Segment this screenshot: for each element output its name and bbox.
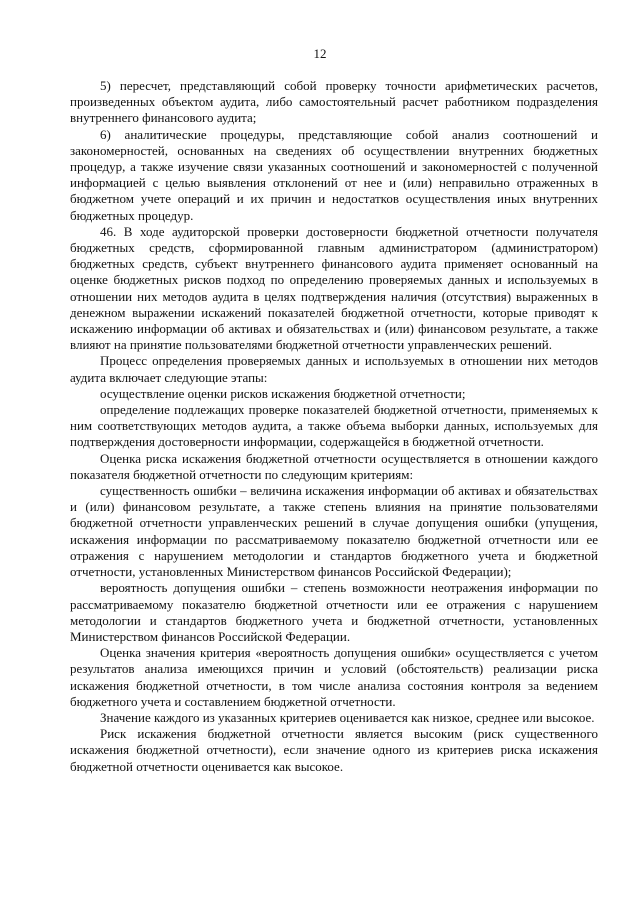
paragraph-stage-indicator-selection: определение подлежащих проверке показателей бюджетной отчетности, применяемых к ним соответствующих методов аудита, а также объема выборки данных, используемых для подтверждения достоверности информации, содержащейся в бюджетной отчетности.	[70, 402, 598, 450]
paragraph-criterion-materiality: существенность ошибки – величина искажения информации об активах и обязательствах и (или) финансовом результате, а также степень влияния на принятие пользователями бюджетной отчетности управленческих решений в случае допущения ошибки (упущения, искажения информации по рассматриваемому показателю бюджетной отчетности или ее отражения с нарушением методологии и стандартов бюджетного учета и бюджетной отчетности, установленных Министерством финансов Российской Федерации);	[70, 483, 598, 580]
paragraph-item-6-analytical-procedures: 6) аналитические процедуры, представляющие собой анализ соотношений и закономерностей, основанных на сведениях об осуществлении внутренних бюджетных процедур, а также изучение связи указанных соотношений и закономерностей с полученной информацией с целью выявления отклонений от нее и (или) неправильно отраженных в бюджетном учете операций и их причин и недостатков осуществления иных внутренних бюджетных процедур.	[70, 126, 598, 223]
paragraph-clause-46: 46. В ходе аудиторской проверки достоверности бюджетной отчетности получателя бюджетных средств, сформированной главным администратором (администратором) бюджетных средств, субъект внутреннего финансового аудита применяет основанный на оценке бюджетных рисков подход по определению проверяемых данных и используемых в отношении них методов аудита в целях подтверждения наличия (отсутствия) выраженных в денежном выражении искажений показателей бюджетной отчетности, которые приводят к искажению информации об активах и обязательствах и (или) финансовом результате, а также влияют на принятие пользователями бюджетной отчетности управленческих решений.	[70, 223, 598, 353]
paragraph-process-stages: Процесс определения проверяемых данных и используемых в отношении них методов аудита включает следующие этапы:	[70, 353, 598, 385]
paragraph-item-5-recalculation: 5) пересчет, представляющий собой проверку точности арифметических расчетов, произведенных объектом аудита, либо самостоятельный расчет работником подразделения внутреннего финансового аудита;	[70, 78, 598, 126]
paragraph-criterion-probability: вероятность допущения ошибки – степень возможности неотражения информации по рассматриваемому показателю бюджетной отчетности или ее отражения с нарушением методологии и стандартов бюджетного учета и бюджетной отчетности, установленных Министерством финансов Российской Федерации.	[70, 580, 598, 644]
page-number: 12	[313, 46, 327, 61]
paragraph-probability-assessment: Оценка значения критерия «вероятность допущения ошибки» осуществляется с учетом результатов анализа имеющихся причин и условий (обстоятельств) реализации риска искажения бюджетной отчетности, в том числе анализа состояния контроля за ведением бюджетного учета и составлением бюджетной отчетности.	[70, 645, 598, 709]
paragraph-risk-criteria-intro: Оценка риска искажения бюджетной отчетности осуществляется в отношении каждого показателя бюджетной отчетности по следующим критериям:	[70, 450, 598, 482]
paragraph-stage-risk-assessment: осуществление оценки рисков искажения бюджетной отчетности;	[100, 385, 466, 401]
paragraph-high-risk-definition: Риск искажения бюджетной отчетности является высоким (риск существенного искажения бюджетной отчетности), если значение одного из критериев риска искажения бюджетной отчетности оценивается как высокое.	[70, 726, 598, 774]
paragraph-criteria-values: Значение каждого из указанных критериев оценивается как низкое, среднее или высокое.	[100, 709, 595, 725]
